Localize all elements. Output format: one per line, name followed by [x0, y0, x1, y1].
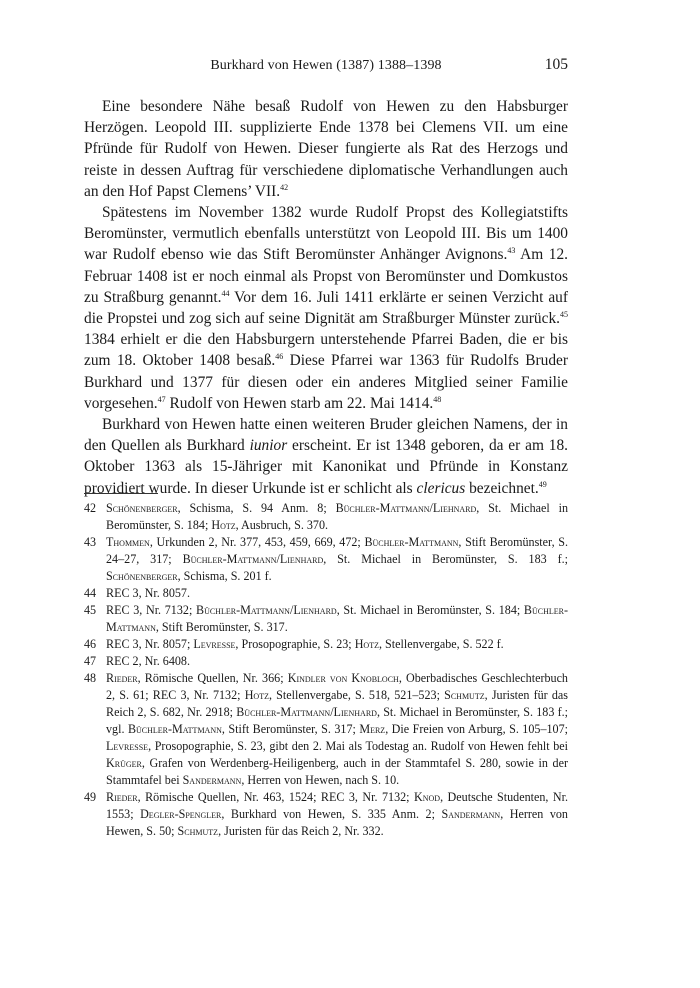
citation-text: , Schisma, S. 94 Anm. 8;: [177, 501, 336, 515]
author-name: Kindler von Knobloch: [287, 671, 399, 685]
author-name: Sandermann: [182, 773, 242, 787]
citation-text: , Prosopographie, S. 23;: [235, 637, 355, 651]
footnote-ref-44[interactable]: 44: [221, 288, 230, 298]
footnote-48: [84, 670, 568, 789]
footnote-number: 48: [84, 671, 97, 685]
author-name: Thommen: [106, 535, 150, 549]
footnote-number: 44: [84, 586, 97, 600]
citation-text: , Prosopographie, S. 23, gibt den 2. Mai als Todestag an. Rudolf von Hewen fehlt bei: [148, 739, 568, 753]
citation-text: , Herren von Hewen, S. 50;: [106, 807, 568, 838]
author-name: Rieder: [106, 790, 138, 804]
citation-text: , Grafen von Werdenberg-Heiligenberg, auch in der Stammtafel S. 280, sowie in der Stammtafel bei: [106, 756, 568, 787]
author-name: Büchler-Mattmann: [127, 722, 222, 736]
citation-text: REC 3, Nr. 8057;: [106, 637, 194, 651]
author-name: Büchler-Mattmann: [106, 603, 568, 634]
citation-text: , St. Michael in Beromünster, S. 184;: [336, 603, 524, 617]
footnote-46: [84, 636, 568, 653]
footnote-text: [106, 602, 568, 636]
footnote-number: 43: [84, 535, 97, 549]
paragraph-3: Burkhard von Hewen hatte einen weiteren Bruder gleichen Namens, der in den Quellen als Burkhard iunior erscheint. Er ist 1348 geboren, da er am 18. Oktober 1363 als 15-Jähriger mit Kanonikat und Pfründe in Konstanz providiert wurde. In dieser Urkunde ist er schlicht als clericus bezeichnet.$^{49}$: [84, 416, 568, 497]
paragraph-1: Eine besondere Nähe besaß Rudolf von Hewen zu den Habsburger Herzögen. Leopold III. supplizierte Ende 1378 bei Clemens VII. um eine Pfründe für Rudolf von Hewen. Dieser fungierte als Rat des Herzogs und reiste in dessen Auftrag für verschiedene diplomatische Verhandlungen auch an den Hof Papst Clemens’ VII.$^{42}$: [84, 98, 568, 200]
author-name: Schmutz: [444, 688, 485, 702]
citation-text: , Juristen für das Reich 2, S. 682, Nr. 2918;: [106, 688, 568, 719]
author-name: Knod: [414, 790, 441, 804]
footnote-ref-46[interactable]: 46: [275, 352, 284, 362]
citation-text: , Burkhard von Hewen, S. 335 Anm. 2;: [221, 807, 442, 821]
author-name: Büchler-Mattmann/Lienhard: [236, 705, 377, 719]
author-name: Hotz: [244, 688, 269, 702]
footnote-text: [106, 670, 568, 789]
footnote-number: 47: [84, 654, 97, 668]
footnote-ref-43[interactable]: 43: [507, 246, 516, 256]
author-name: Merz: [359, 722, 386, 736]
footnote-text: [106, 789, 568, 840]
citation-text: , St. Michael in Beromünster, S. 183 f.;: [323, 552, 569, 566]
footnote-ref-42[interactable]: 42: [280, 182, 289, 192]
author-name: Schönenberger: [106, 501, 178, 515]
footnote-ref-47[interactable]: 47: [157, 394, 166, 404]
footnote-49: [84, 789, 568, 840]
author-name: Schmutz: [177, 824, 219, 838]
author-name: Levresse: [106, 739, 149, 753]
citation-text: , Herren von Hewen, nach S. 10.: [241, 773, 400, 787]
citation-text: , St. Michael in Beromünster, S. 183 f.; vgl.: [106, 705, 569, 736]
author-name: Rieder: [106, 671, 138, 685]
citation-text: , Stellenvergabe, S. 518, 521–523;: [268, 688, 445, 702]
author-name: Schönenberger: [106, 569, 178, 583]
footnote-ref-49[interactable]: 49: [538, 479, 547, 489]
main-text: [84, 96, 568, 499]
author-name: Büchler-Mattmann: [364, 535, 459, 549]
citation-text: , Schisma, S. 201 f.: [177, 569, 272, 583]
footnote-text: [106, 653, 568, 670]
footnote-number: 45: [84, 603, 97, 617]
footnote-44: [84, 585, 568, 602]
footnote-text: [106, 500, 568, 534]
footnote-text: [106, 585, 568, 602]
footnotes: [84, 500, 568, 840]
author-name: Büchler-Mattmann/Lienhard: [196, 603, 337, 617]
citation-text: , St. Michael in Beromünster, S. 184;: [106, 501, 569, 532]
author-name: Büchler-Mattmann/Liehnard: [335, 501, 477, 515]
citation-text: , Juristen für das Reich 2, Nr. 332.: [218, 824, 384, 838]
footnote-43: [84, 534, 568, 585]
author-name: Hotz: [354, 637, 379, 651]
author-name: Degler-Spengler: [140, 807, 222, 821]
footnote-45: [84, 602, 568, 636]
citation-text: REC 3, Nr. 7132;: [106, 603, 196, 617]
citation-text: , Römische Quellen, Nr. 463, 1524; REC 3, Nr. 7132;: [137, 790, 414, 804]
footnote-text: [106, 534, 568, 585]
citation-text: , Stift Beromünster, S. 317;: [221, 722, 360, 736]
footnote-text: [106, 636, 568, 653]
footnote-47: [84, 653, 568, 670]
footnote-42: [84, 500, 568, 534]
citation-text: , Stift Beromünster, S. 24–27, 317;: [106, 535, 568, 566]
author-name: Sandermann: [441, 807, 501, 821]
paragraph-2: Spätestens im November 1382 wurde Rudolf Propst des Kollegiatstifts Beromünster, vermutlich ebenfalls unterstützt von Leopold III. Bis um 1400 war Rudolf ebenso wie das Stift Beromünster Anhänger Avignons.$^{43}$ Am 12. Februar 1408 ist er noch einmal als Propst von Beromünster und Domkustos zu Straßburg genannt.$^{44}$ Vor dem 16. Juli 1411 erklärte er seinen Verzicht auf die Propstei und zog sich auf seine Dignität am Straßburger Münster zurück.$^{45}$ 1384 erhielt er die den Habsburgern unterstehende Pfarrei Baden, die er bis zum 18. Oktober 1408 besaß.$^{46}$ Diese Pfarrei war 1363 für Rudolfs Bruder Burkhard und 1377 für diesen oder ein anderes Mitglied seiner Familie vorgesehen.$^{47}$ Rudolf von Hewen starb am 22. Mai 1414.48: [84, 204, 568, 412]
citation-text: , Stellenvergabe, S. 522 f.: [378, 637, 504, 651]
citation-text: , Römische Quellen, Nr. 366;: [137, 671, 288, 685]
footnote-ref-45[interactable]: 45: [560, 309, 568, 319]
citation-text: , Die Freien von Arburg, S. 105–107;: [385, 722, 568, 736]
author-name: Krüger: [106, 756, 142, 770]
running-head: Burkhard von Hewen (1387) 1388–1398: [210, 58, 442, 73]
citation-text: , Deutsche Studenten, Nr. 1553;: [106, 790, 568, 821]
citation-text: REC 2, Nr. 6408.: [106, 654, 190, 668]
author-name: Hotz: [211, 518, 236, 532]
citation-text: , Stift Beromünster, S. 317.: [155, 620, 288, 634]
citation-text: , Ausbruch, S. 370.: [235, 518, 329, 532]
footnote-ref-48[interactable]: 48: [433, 394, 442, 404]
footnote-number: 49: [84, 790, 97, 804]
citation-text: REC 3, Nr. 8057.: [106, 586, 190, 600]
footnote-number: 42: [84, 501, 97, 515]
citation-text: , Urkunden 2, Nr. 377, 453, 459, 669, 472;: [149, 535, 365, 549]
footnote-separator: [84, 493, 158, 494]
footnote-number: 46: [84, 637, 97, 651]
author-name: Levresse: [193, 637, 236, 651]
author-name: Büchler-Mattmann/Lienhard: [182, 552, 324, 566]
page-number: 105: [544, 56, 568, 73]
citation-text: , Oberbadisches Geschlechterbuch 2, S. 61; REC 3, Nr. 7132;: [106, 671, 568, 702]
